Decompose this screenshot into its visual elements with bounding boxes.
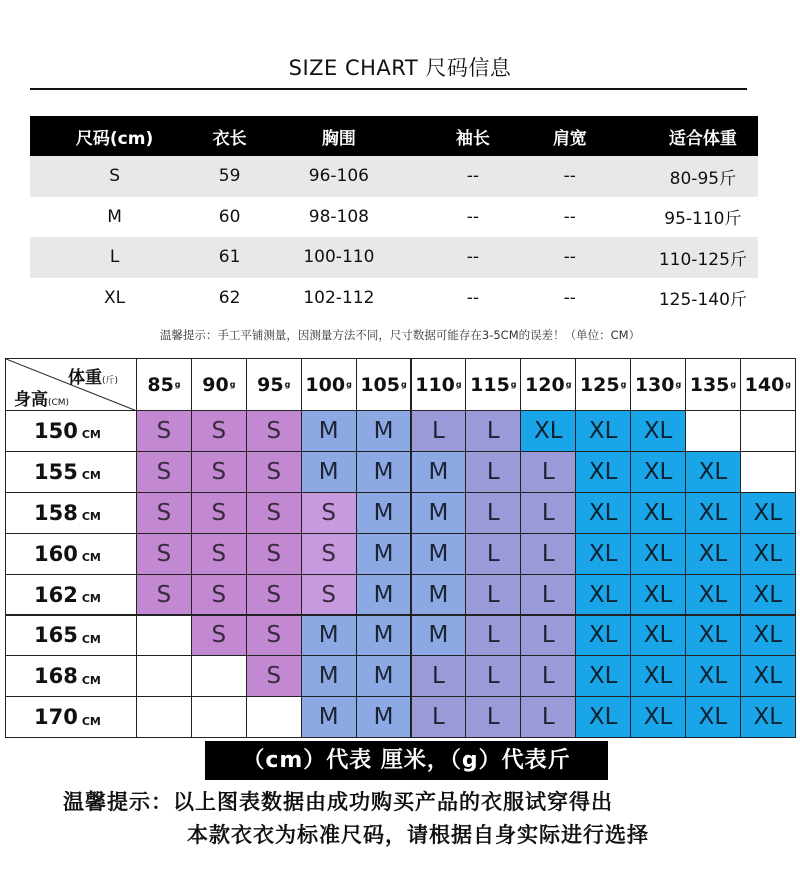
header-cell: 衣长 <box>212 128 247 149</box>
height-unit: CM <box>81 714 101 728</box>
weight-value: 85 <box>147 373 174 396</box>
size-cell-m: M <box>411 533 467 575</box>
size-cell-m: M <box>356 410 412 452</box>
size-cell-xl: XL <box>685 655 741 697</box>
weight-unit: g <box>229 380 236 389</box>
size-cell-xl: XL <box>685 533 741 575</box>
size-cell-xl: XL <box>685 451 741 493</box>
height-unit: CM <box>81 551 101 565</box>
size-cell-s: S <box>136 533 192 575</box>
size-cell-s: S <box>191 574 247 616</box>
size-cell-xl: XL <box>575 655 631 697</box>
size-cell-m: M <box>411 574 467 616</box>
footer-line-1: 温馨提示：以上图表数据由成功购买产品的衣服试穿得出 <box>63 790 613 814</box>
weight-value: 130 <box>634 373 675 396</box>
height-header <box>5 615 137 657</box>
size-table-row <box>30 278 758 319</box>
weight-value: 110 <box>415 373 455 396</box>
height-header <box>5 410 137 452</box>
size-cell-xl: XL <box>740 492 796 534</box>
height-value: 150 <box>34 418 78 443</box>
size-cell-l: L <box>465 410 521 452</box>
size-cell-l: L <box>520 451 576 493</box>
size-cell-s: S <box>246 655 302 697</box>
size-cell-l: L <box>520 615 576 657</box>
height-header <box>5 696 137 738</box>
weight-header <box>465 358 521 411</box>
size-cell-xl: XL <box>740 615 796 657</box>
table-cell: 95-110斤 <box>664 209 742 230</box>
weight-unit: g <box>346 380 352 389</box>
size-cell-xl: XL <box>575 410 631 452</box>
size-cell-l: L <box>465 615 521 657</box>
size-cell-empty <box>191 655 247 697</box>
size-cell-m: M <box>411 615 467 657</box>
table-cell: -- <box>466 166 480 187</box>
weight-header <box>136 358 192 411</box>
height-header <box>5 574 137 616</box>
weight-value: 105 <box>360 373 400 396</box>
size-cell-s: S <box>191 615 247 657</box>
size-cell-l: L <box>520 696 576 738</box>
weight-unit: g <box>675 380 682 389</box>
size-cell-m: M <box>411 492 467 534</box>
table-cell: L <box>109 247 120 268</box>
page-title: SIZE CHART 尺码信息 <box>288 56 512 80</box>
size-cell-l: L <box>465 655 521 697</box>
size-cell-m: M <box>356 655 412 697</box>
size-cell-empty <box>136 696 192 738</box>
size-cell-s: S <box>136 410 192 452</box>
weight-header <box>520 358 576 411</box>
height-unit: CM <box>81 673 101 687</box>
height-unit: CM <box>81 510 101 524</box>
size-cell-xl: XL <box>630 696 686 738</box>
size-cell-l: L <box>411 410 467 452</box>
size-cell-xl: XL <box>575 696 631 738</box>
table-cell: M <box>107 206 122 227</box>
height-unit: CM <box>81 469 101 483</box>
height-header <box>5 655 137 697</box>
size-cell-empty <box>191 696 247 738</box>
table-cell: 96-106 <box>308 166 369 187</box>
size-cell-empty <box>246 696 302 738</box>
table-cell: 59 <box>218 166 241 187</box>
size-cell-empty <box>740 451 796 493</box>
header-cell: 胸围 <box>321 128 356 149</box>
size-cell-xl: XL <box>630 655 686 697</box>
grid-corner <box>5 358 137 411</box>
height-header <box>5 492 137 534</box>
size-cell-s: S <box>191 451 247 493</box>
size-cell-xl: XL <box>575 574 631 616</box>
size-cell-empty <box>136 655 192 697</box>
corner-diagonal <box>6 359 137 411</box>
size-cell-m: M <box>356 533 412 575</box>
size-cell-empty <box>740 410 796 452</box>
size-cell-empty <box>136 615 192 657</box>
title-divider <box>30 88 747 90</box>
table-cell: 102-112 <box>303 287 375 308</box>
table-cell: -- <box>466 247 480 268</box>
size-cell-m: M <box>356 492 412 534</box>
height-header <box>5 533 137 575</box>
weight-value: 140 <box>744 373 785 396</box>
weight-unit: g <box>174 380 181 389</box>
table-cell: XL <box>104 287 126 308</box>
size-cell-xl: XL <box>685 615 741 657</box>
height-value: 158 <box>34 500 78 525</box>
table-cell: -- <box>466 287 480 308</box>
table-cell: -- <box>563 166 576 187</box>
size-cell-s: S <box>191 533 247 575</box>
size-cell-xl: XL <box>630 533 686 575</box>
size-cell-xl: XL <box>685 492 741 534</box>
header-cell: 肩宽 <box>552 128 587 149</box>
weight-unit: g <box>730 380 737 389</box>
table-cell: 125-140斤 <box>658 290 747 311</box>
size-cell-m: M <box>356 451 412 493</box>
size-cell-s: S <box>246 492 302 534</box>
size-table-header <box>30 116 758 156</box>
size-cell-s: S <box>246 574 302 616</box>
size-cell-xl: XL <box>740 655 796 697</box>
size-cell-s: S <box>246 533 302 575</box>
header-cell: 袖长 <box>455 128 490 149</box>
size-cell-xl: XL <box>575 451 631 493</box>
table-cell: -- <box>563 247 576 268</box>
weight-value: 115 <box>470 373 510 396</box>
height-weight-grid <box>5 358 795 737</box>
weight-header <box>246 358 302 411</box>
unit-caption: （cm）代表 厘米，（g）代表斤 <box>205 741 608 780</box>
size-cell-l: L <box>520 533 576 575</box>
size-cell-m: M <box>301 696 357 738</box>
size-cell-s: S <box>301 492 357 534</box>
size-cell-xl: XL <box>685 696 741 738</box>
size-cell-s: S <box>136 574 192 616</box>
corner-weight-text: 体重 <box>68 368 102 388</box>
weight-value: 100 <box>305 373 346 396</box>
size-cell-xl: XL <box>630 615 686 657</box>
corner-weight-unit: (斤) <box>102 376 119 386</box>
size-cell-s: S <box>136 492 192 534</box>
weight-header <box>356 358 412 411</box>
size-cell-l: L <box>465 451 521 493</box>
size-cell-xl: XL <box>630 410 686 452</box>
height-value: 162 <box>34 582 78 607</box>
size-cell-xl: XL <box>630 574 686 616</box>
height-value: 160 <box>34 541 78 566</box>
weight-unit: g <box>620 380 627 389</box>
size-cell-s: S <box>136 451 192 493</box>
size-cell-xl: XL <box>740 574 796 616</box>
height-unit: CM <box>81 592 101 606</box>
height-unit: CM <box>81 632 101 646</box>
size-cell-empty <box>685 410 741 452</box>
size-cell-s: S <box>246 451 302 493</box>
weight-value: 120 <box>525 373 565 396</box>
weight-header <box>685 358 741 411</box>
size-cell-s: S <box>246 615 302 657</box>
size-cell-xl: XL <box>630 451 686 493</box>
size-cell-l: L <box>465 574 521 616</box>
table-cell: 80-95斤 <box>669 168 737 189</box>
size-cell-l: L <box>465 492 521 534</box>
table-cell: 100-110 <box>303 247 375 268</box>
height-value: 155 <box>34 459 78 484</box>
size-cell-m: M <box>301 615 357 657</box>
size-cell-m: M <box>301 655 357 697</box>
table-cell: S <box>109 166 120 187</box>
size-cell-l: L <box>520 655 576 697</box>
height-unit: CM <box>81 428 101 442</box>
weight-header <box>740 358 796 411</box>
size-cell-s: S <box>246 410 302 452</box>
weight-unit: g <box>785 380 792 389</box>
weight-header <box>411 358 467 411</box>
size-table-row <box>30 237 758 278</box>
weight-unit: g <box>510 380 517 389</box>
size-cell-m: M <box>356 696 412 738</box>
weight-unit: g <box>401 380 407 389</box>
height-value: 170 <box>34 705 78 730</box>
size-cell-xl: XL <box>740 533 796 575</box>
header-cell: 尺码(cm) <box>75 128 154 149</box>
size-cell-s: S <box>301 574 357 616</box>
size-cell-l: L <box>465 696 521 738</box>
table-cell: 110-125斤 <box>658 249 747 270</box>
table-cell: -- <box>563 287 576 308</box>
size-table-row <box>30 197 758 238</box>
size-cell-xl: XL <box>520 410 576 452</box>
size-cell-m: M <box>301 451 357 493</box>
weight-header <box>575 358 631 411</box>
weight-header <box>191 358 247 411</box>
size-cell-s: S <box>191 492 247 534</box>
weight-value: 125 <box>579 373 620 396</box>
weight-value: 135 <box>689 373 730 396</box>
table-cell: 62 <box>218 287 241 308</box>
weight-value: 90 <box>202 373 229 396</box>
weight-unit: g <box>565 380 572 389</box>
table-cell: 60 <box>218 206 241 227</box>
size-cell-s: S <box>301 533 357 575</box>
size-cell-xl: XL <box>630 492 686 534</box>
height-value: 168 <box>34 664 78 689</box>
height-value: 165 <box>34 623 78 648</box>
size-cell-m: M <box>301 410 357 452</box>
size-cell-xl: XL <box>575 615 631 657</box>
size-cell-l: L <box>411 655 467 697</box>
size-cell-m: M <box>356 615 412 657</box>
height-header <box>5 451 137 493</box>
table-cell: -- <box>563 206 576 227</box>
size-cell-xl: XL <box>575 492 631 534</box>
size-cell-l: L <box>411 696 467 738</box>
size-cell-m: M <box>356 574 412 616</box>
corner-height-unit: (CM) <box>48 398 70 408</box>
size-cell-l: L <box>520 574 576 616</box>
size-cell-m: M <box>411 451 467 493</box>
size-cell-xl: XL <box>740 696 796 738</box>
corner-height-text: 身高 <box>14 390 48 410</box>
weight-unit: g <box>455 380 462 389</box>
weight-value: 95 <box>257 373 284 396</box>
table-cell: -- <box>466 206 480 227</box>
measurement-note: 温馨提示：手工平铺测量，因测量方法不同，尺寸数据可能存在3-5CM的误差！（单位：CM） <box>159 328 641 342</box>
weight-header <box>301 358 357 411</box>
footer-line-2: 本款衣衣为标准尺码，请根据自身实际进行选择 <box>187 823 649 847</box>
size-table <box>30 116 758 318</box>
size-cell-l: L <box>520 492 576 534</box>
header-cell: 适合体重 <box>668 128 737 149</box>
size-cell-l: L <box>465 533 521 575</box>
size-cell-s: S <box>191 410 247 452</box>
weight-header <box>630 358 686 411</box>
table-cell: 98-108 <box>308 206 369 227</box>
size-table-row <box>30 156 758 197</box>
size-cell-xl: XL <box>685 574 741 616</box>
weight-unit: g <box>284 380 291 389</box>
size-cell-xl: XL <box>575 533 631 575</box>
table-cell: 61 <box>218 247 241 268</box>
